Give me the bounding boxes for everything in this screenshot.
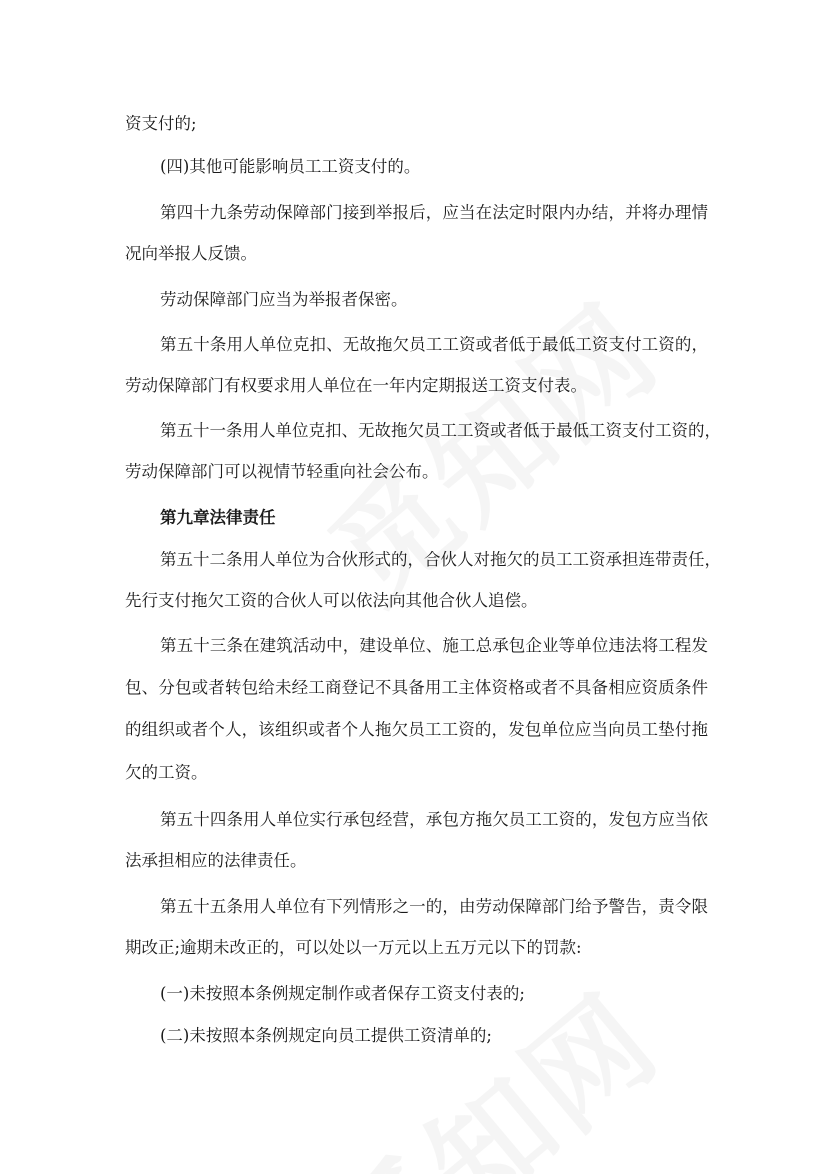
list-item: (一)未按照本条例规定制作或者保存工资支付表的;: [160, 984, 525, 1003]
article-52-line-1: 第五十二条用人单位为合伙形式的，合伙人对拖欠的员工工资承担连带责任，: [160, 550, 721, 569]
chapter-heading: 第九章法律责任: [160, 508, 276, 527]
article-55-line-1: 第五十五条用人单位有下列情形之一的，由劳动保障部门给予警告，责令限: [160, 897, 708, 916]
paragraph-line: (四)其他可能影响员工工资支付的。: [160, 157, 421, 176]
article-54-line-2: 法承担相应的法律责任。: [125, 851, 307, 870]
article-50-line-2: 劳动保障部门有权要求用人单位在一年内定期报送工资支付表。: [125, 376, 587, 395]
article-53-line-3: 的组织或者个人，该组织或者个人拖欠员工工资的，发包单位应当向员工垫付拖: [125, 720, 708, 739]
article-49-line-2: 况向举报人反馈。: [125, 244, 257, 263]
paragraph-line: 资支付的;: [125, 114, 197, 133]
article-51-line-2: 劳动保障部门可以视情节轻重向社会公布。: [125, 462, 439, 481]
article-54-line-1: 第五十四条用人单位实行承包经营，承包方拖欠员工工资的，发包方应当依: [160, 810, 708, 829]
article-51-line-1: 第五十一条用人单位克扣、无故拖欠员工工资或者低于最低工资支付工资的，: [160, 421, 721, 440]
article-55-line-2: 期改正;逾期未改正的，可以处以一万元以上五万元以下的罚款:: [125, 938, 582, 957]
article-53-line-2: 包、分包或者转包给未经工商登记不具备用工主体资格或者不具备相应资质条件: [125, 678, 708, 697]
article-52-line-2: 先行支付拖欠工资的合伙人可以依法向其他合伙人追偿。: [125, 591, 538, 610]
paragraph-line: 劳动保障部门应当为举报者保密。: [160, 290, 408, 309]
article-53-line-4: 欠的工资。: [125, 763, 208, 782]
article-53-line-1: 第五十三条在建筑活动中，建设单位、施工总承包企业等单位违法将工程发: [160, 636, 708, 655]
article-49-line-1: 第四十九条劳动保障部门接到举报后，应当在法定时限内办结，并将办理情: [160, 203, 708, 222]
article-50-line-1: 第五十条用人单位克扣、无故拖欠员工工资或者低于最低工资支付工资的，: [160, 335, 708, 354]
list-item: (二)未按照本条例规定向员工提供工资清单的;: [160, 1026, 492, 1045]
